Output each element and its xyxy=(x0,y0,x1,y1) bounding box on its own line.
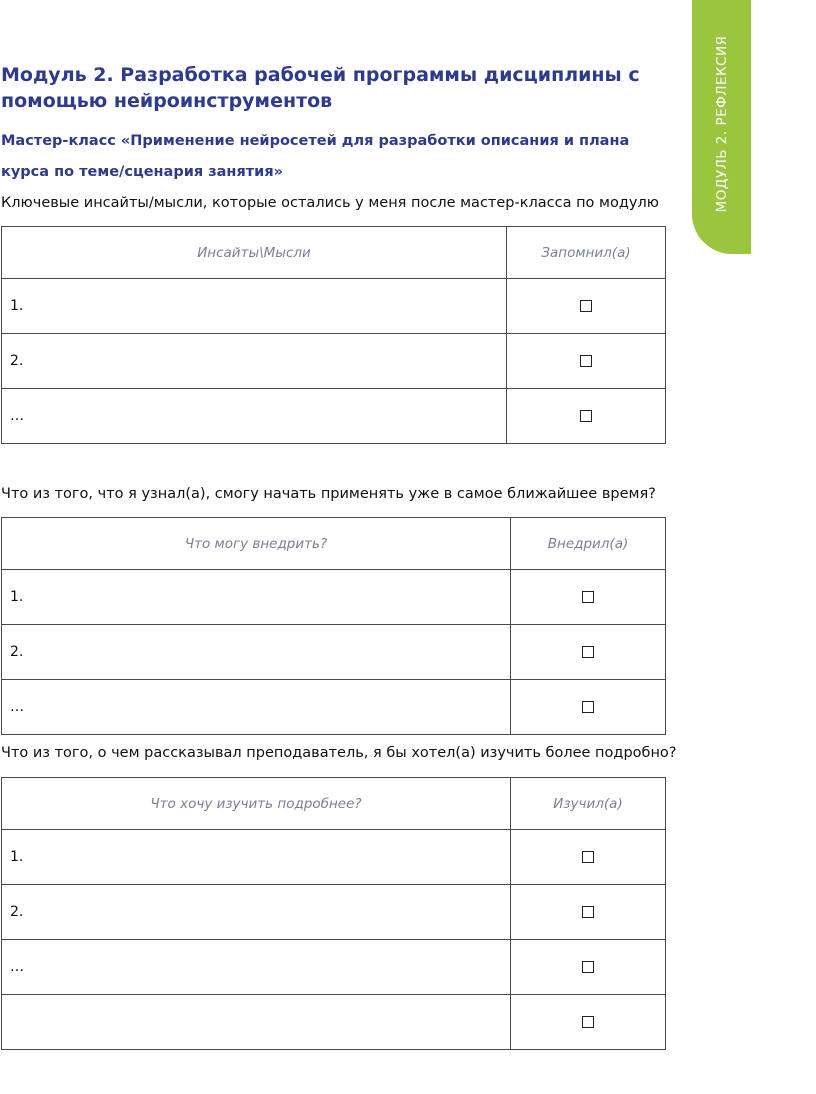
checkbox[interactable] xyxy=(582,906,594,918)
table-row xyxy=(2,995,666,1050)
row-label[interactable]: … xyxy=(2,940,511,995)
checkbox[interactable] xyxy=(580,355,592,367)
row-label[interactable]: … xyxy=(2,389,507,444)
row-label[interactable]: 1. xyxy=(2,570,511,625)
table-row xyxy=(2,940,666,995)
table-row xyxy=(2,389,666,444)
table-header-row xyxy=(2,518,666,570)
table-row xyxy=(2,570,666,625)
side-tab-label: МОДУЛЬ 2. РЕФЛЕКСИЯ xyxy=(714,35,730,213)
column-header: Что хочу изучить подробнее? xyxy=(2,778,511,830)
checkbox[interactable] xyxy=(582,961,594,973)
row-label[interactable]: 1. xyxy=(2,830,511,885)
row-label[interactable]: 2. xyxy=(2,334,507,389)
checkbox[interactable] xyxy=(582,1016,594,1028)
question-study: Что из того, о чем рассказывал преподаватель, я бы хотел(а) изучить более подробно? xyxy=(1,745,677,761)
row-label[interactable]: 1. xyxy=(2,279,507,334)
question-apply: Что из того, что я узнал(а), смогу начать применять уже в самое ближайшее время? xyxy=(1,486,656,502)
table-row xyxy=(2,885,666,940)
checkbox[interactable] xyxy=(580,410,592,422)
row-label[interactable]: 2. xyxy=(2,625,511,680)
table-row xyxy=(2,830,666,885)
checkbox[interactable] xyxy=(582,701,594,713)
apply-table xyxy=(1,517,666,735)
table-row xyxy=(2,279,666,334)
checkbox[interactable] xyxy=(582,591,594,603)
column-header: Что могу внедрить? xyxy=(2,518,511,570)
checkbox[interactable] xyxy=(580,300,592,312)
table-row xyxy=(2,334,666,389)
insights-table xyxy=(1,226,666,444)
row-label[interactable]: … xyxy=(2,680,511,735)
row-label[interactable]: 2. xyxy=(2,885,511,940)
page-title: Модуль 2. Разработка рабочей программы дисциплины с помощью нейроинструментов xyxy=(1,64,640,112)
table-header-row xyxy=(2,227,666,279)
column-header: Запомнил(а) xyxy=(507,227,666,279)
table-row xyxy=(2,625,666,680)
checkbox[interactable] xyxy=(582,851,594,863)
page-subtitle: Мастер-класс «Применение нейросетей для разработки описания и плана курса по теме/сценария занятия» xyxy=(1,133,630,180)
table-row xyxy=(2,680,666,735)
checkbox[interactable] xyxy=(582,646,594,658)
row-label[interactable] xyxy=(2,995,511,1050)
column-header: Инсайты\Мысли xyxy=(2,227,507,279)
question-insights: Ключевые инсайты/мысли, которые остались у меня после мастер-класса по модулю xyxy=(1,195,659,211)
study-table xyxy=(1,777,666,1050)
column-header: Изучил(а) xyxy=(511,778,666,830)
column-header: Внедрил(а) xyxy=(511,518,666,570)
table-header-row xyxy=(2,778,666,830)
